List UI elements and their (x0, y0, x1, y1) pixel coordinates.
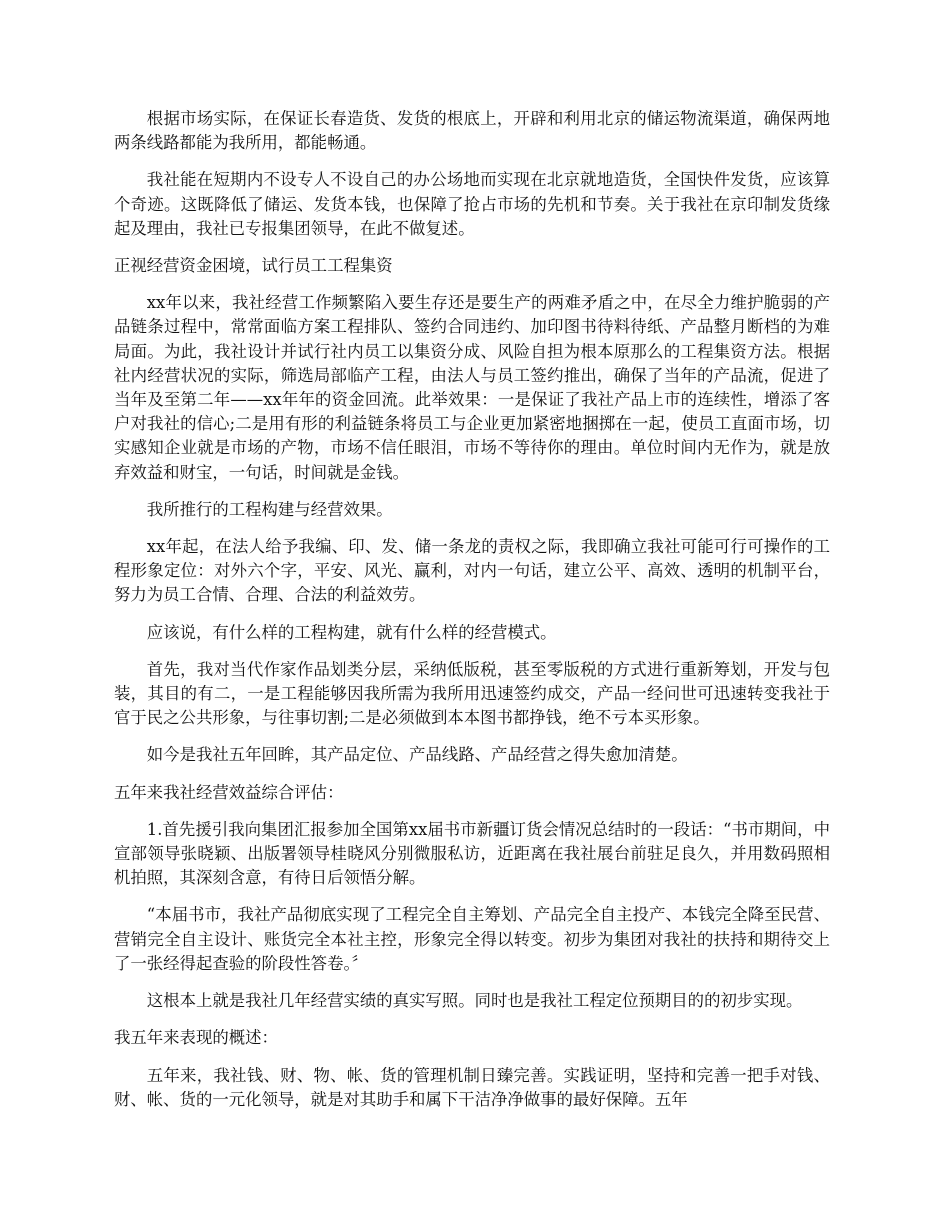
paragraph: 1.首先援引我向集团汇报参加全国第xx届书市新疆订货会情况总结时的一段话：“书市期间，中宣部领导张晓颖、出版署领导桂晓风分别微服私访，近距离在我社展台前驻足良久，并用数码照相机拍照，其深刻含意，有待日后领悟分解。 (114, 819, 830, 888)
section-heading: 我五年来表现的概述： (114, 1028, 278, 1048)
document-page (114, 107, 830, 1125)
section-heading: 五年来我社经营效益综合评估： (114, 782, 344, 802)
paragraph: 应该说，有什么样的工程构建，就有什么样的经营模式。 (146, 622, 557, 642)
paragraph: “本届书市，我社产品彻底实现了工程完全自主筹划、产品完全自主投产、本钱完全降至民营、营销完全自主设计、账货完全本社主控，形象完全得以转变。初步为集团对我社的扶持和期待交上了一张经得起查验的阶段性答卷。〞 (114, 905, 830, 973)
paragraph: 这根本上就是我社几年经营实绩的真实写照。同时也是我社工程定位预期目的的初步实现。 (146, 991, 803, 1011)
paragraph: xx年以来，我社经营工作频繁陷入要生存还是要生产的两难矛盾之中，在尽全力维护脆弱的产品链条过程中，常常面临方案工程排队、签约合同违约、加印图书待料待纸、产品整月断档的为难局面。为此，我社设计并试行社内员工以集资分成、风险自担为根本原那么的工程集资方法。根据社内经营状况的实际，筛选局部临产工程，由法人与员工签约推出，确保了当年的产品流，促进了当年及至第二年——xx年年的资金回流。此举效果：一是保证了我社产品上市的连续性，增添了客户对我社的信心;二是用有形的利益链条将员工与企业更加紧密地捆掷在一起，使员工直面市场，切实感知企业就是市场的产物，市场不信任眼泪，市场不等待你的理由。单位时间内无作为，就是放弃效益和财宝，一句话，时间就是金钱。 (114, 293, 830, 482)
paragraph: 我社能在短期内不设专人不设自己的办公场地而实现在北京就地造货，全国快件发货，应该算个奇迹。这既降低了储运、发货本钱，也保障了抢占市场的先机和节奏。关于我社在京印制发货缘起及理由，我社已专报集团领导，在此不做复述。 (114, 170, 830, 238)
paragraph: xx年起，在法人给予我编、印、发、储一条龙的责权之际，我即确立我社可能可行可操作的工程形象定位：对外六个字，平安、风光、赢利，对内一句话，建立公平、高效、透明的机制平台，努力为员工合情、合理、合法的利益效劳。 (114, 537, 830, 605)
paragraph: 如今是我社五年回眸，其产品定位、产品线路、产品经营之得失愈加清楚。 (146, 745, 688, 765)
paragraph: 首先，我对当代作家作品划类分层，采纳低版税，甚至零版税的方式进行重新筹划，开发与包装，其目的有二，一是工程能够因我所需为我所用迅速签约成交，产品一经问世可迅速转变我社于官于民之公共形象，与往事切割;二是必须做到本本图书都挣钱，绝不亏本买形象。 (114, 659, 830, 728)
paragraph: 根据市场实际，在保证长春造货、发货的根底上，开辟和利用北京的储运物流渠道，确保两地两条线路都能为我所用，都能畅通。 (114, 109, 830, 153)
paragraph: 五年来，我社钱、财、物、帐、货的管理机制日臻完善。实践证明，坚持和完善一把手对钱、财、帐、货的一元化领导，就是对其助手和属下干洁净净做事的最好保障。五年 (114, 1065, 830, 1109)
section-heading: 正视经营资金困境，试行员工工程集资 (114, 256, 393, 276)
paragraph: 我所推行的工程构建与经营效果。 (146, 499, 393, 519)
